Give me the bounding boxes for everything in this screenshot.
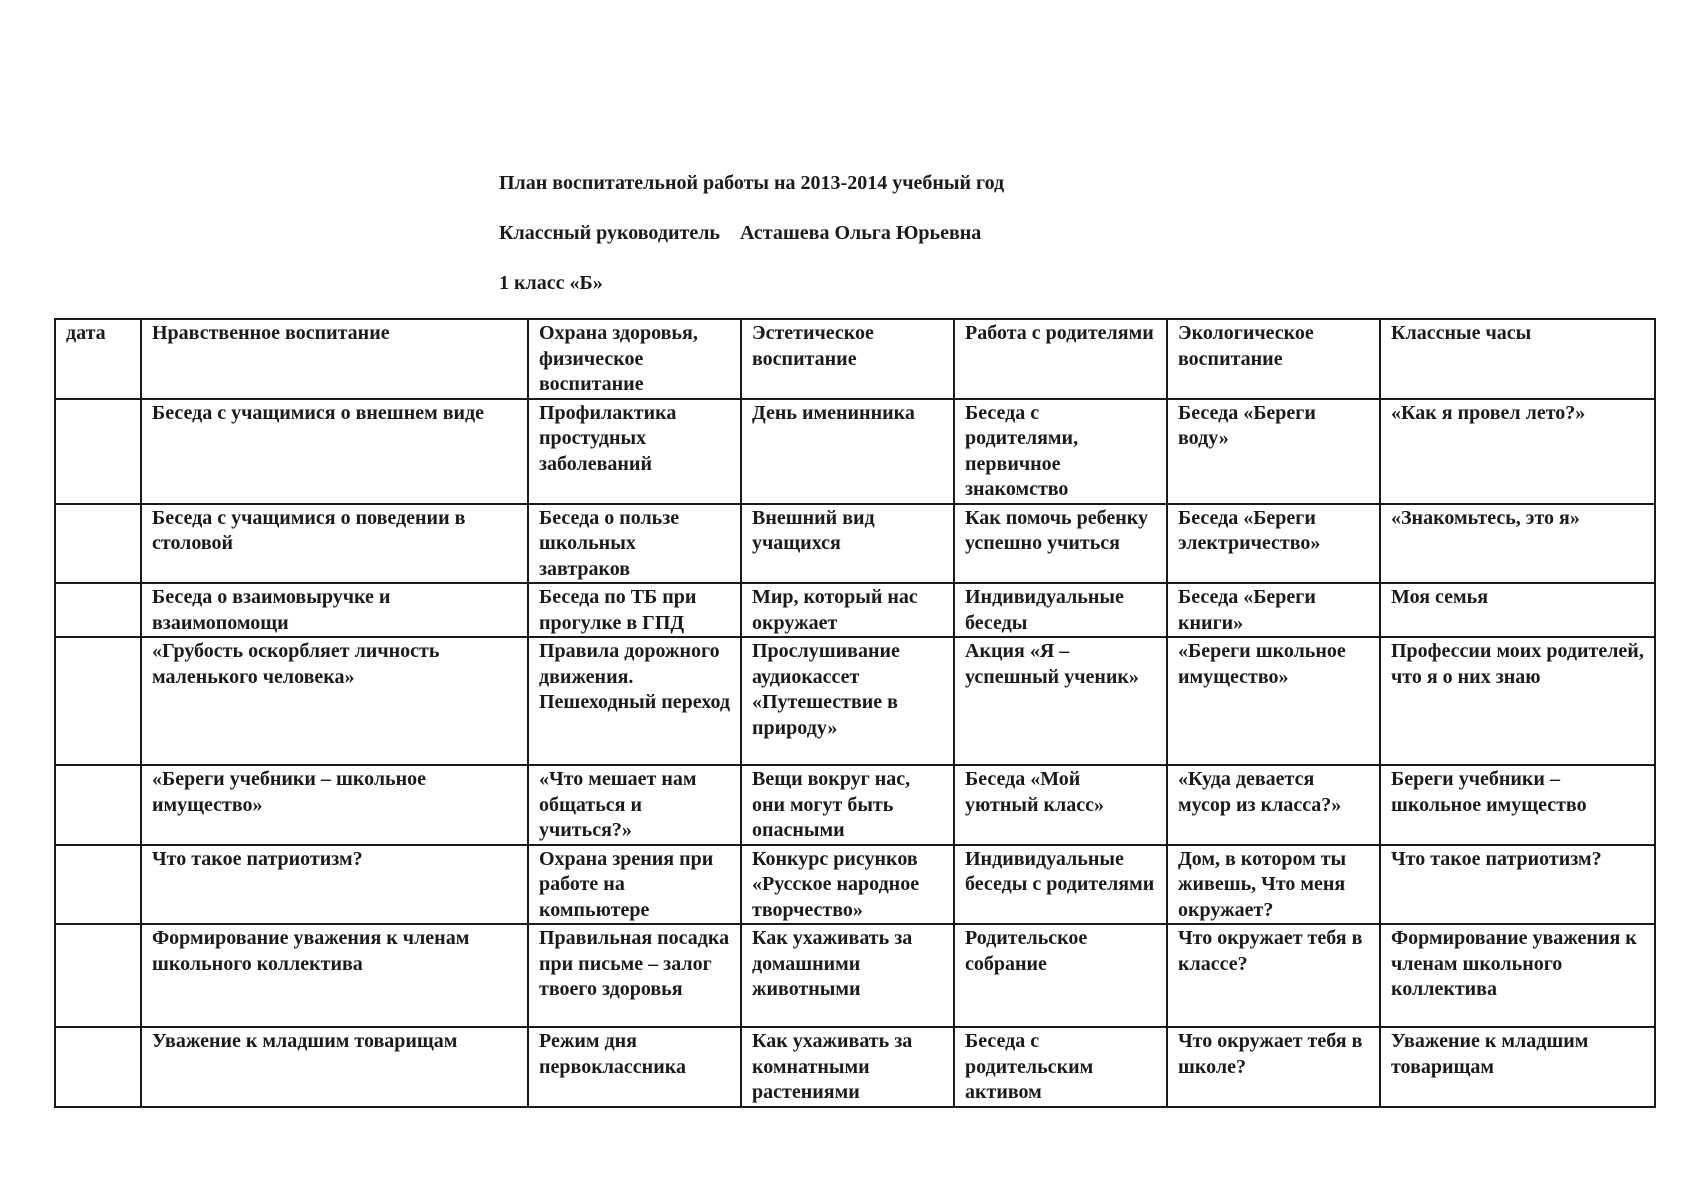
cell-ecology: «Береги школьное имущество» [1167, 637, 1380, 765]
cell-health: Правила дорожного движения. Пешеходный переход [528, 637, 741, 765]
cell-moral: Беседа с учащимися о внешнем виде [141, 399, 528, 504]
cell-date [55, 637, 141, 765]
cell-parents: Индивидуальные беседы [954, 583, 1167, 637]
cell-health: Беседа о пользе школьных завтраков [528, 504, 741, 584]
cell-date [55, 845, 141, 925]
cell-ecology: Беседа «Береги электричество» [1167, 504, 1380, 584]
cell-ecology: Что окружает тебя в школе? [1167, 1027, 1380, 1107]
cell-class-hours: Моя семья [1380, 583, 1655, 637]
cell-ecology: «Куда девается мусор из класса?» [1167, 765, 1380, 845]
cell-class-hours: Что такое патриотизм? [1380, 845, 1655, 925]
cell-class-hours: Формирование уважения к членам школьного коллектива [1380, 924, 1655, 1027]
cell-moral: Уважение к младшим товарищам [141, 1027, 528, 1107]
cell-date [55, 504, 141, 584]
cell-health: «Что мешает нам общаться и учиться?» [528, 765, 741, 845]
cell-date [55, 924, 141, 1027]
table-row [55, 583, 1655, 637]
header-cell-health: Охрана здоровья, физическое воспитание [528, 319, 741, 399]
cell-class-hours: «Как я провел лето?» [1380, 399, 1655, 504]
education-plan-table [54, 318, 1656, 1108]
cell-ecology: Что окружает тебя в классе? [1167, 924, 1380, 1027]
class-name: 1 класс «Б» [499, 272, 603, 294]
header-cell-parents: Работа с родителями [954, 319, 1167, 399]
cell-moral: «Береги учебники – школьное имущество» [141, 765, 528, 845]
cell-class-hours: Береги учебники – школьное имущество [1380, 765, 1655, 845]
cell-ecology: Беседа «Береги книги» [1167, 583, 1380, 637]
table-body [55, 319, 1655, 1107]
cell-health: Профилактика простудных заболеваний [528, 399, 741, 504]
header-cell-class-hours: Классные часы [1380, 319, 1655, 399]
cell-class-hours: Уважение к младшим товарищам [1380, 1027, 1655, 1107]
cell-aesthetic: Как ухаживать за домашними животными [741, 924, 954, 1027]
table-row [55, 845, 1655, 925]
cell-aesthetic: Как ухаживать за комнатными растениями [741, 1027, 954, 1107]
cell-aesthetic: Мир, который нас окружает [741, 583, 954, 637]
cell-class-hours: «Знакомьтесь, это я» [1380, 504, 1655, 584]
cell-parents: Беседа «Мой уютный класс» [954, 765, 1167, 845]
header-cell-aesthetic: Эстетическое воспитание [741, 319, 954, 399]
cell-aesthetic: Прослушивание аудиокассет «Путешествие в природу» [741, 637, 954, 765]
cell-date [55, 1027, 141, 1107]
table-row [55, 765, 1655, 845]
cell-health: Беседа по ТБ при прогулке в ГПД [528, 583, 741, 637]
cell-health: Охрана зрения при работе на компьютере [528, 845, 741, 925]
cell-aesthetic: Внешний вид учащихся [741, 504, 954, 584]
table-row [55, 1027, 1655, 1107]
header-cell-moral: Нравственное воспитание [141, 319, 528, 399]
cell-date [55, 765, 141, 845]
cell-moral: Что такое патриотизм? [141, 845, 528, 925]
table-header-row [55, 319, 1655, 399]
cell-parents: Индивидуальные беседы с родителями [954, 845, 1167, 925]
cell-health: Правильная посадка при письме – залог твоего здоровья [528, 924, 741, 1027]
cell-date [55, 583, 141, 637]
cell-moral: Формирование уважения к членам школьного коллектива [141, 924, 528, 1027]
table-row [55, 637, 1655, 765]
cell-parents: Акция «Я – успешный ученик» [954, 637, 1167, 765]
cell-aesthetic: Конкурс рисунков «Русское народное творчество» [741, 845, 954, 925]
table-row [55, 504, 1655, 584]
cell-health: Режим дня первоклассника [528, 1027, 741, 1107]
cell-aesthetic: Вещи вокруг нас, они могут быть опасными [741, 765, 954, 845]
cell-class-hours: Профессии моих родителей, что я о них знаю [1380, 637, 1655, 765]
cell-parents: Беседа с родителями, первичное знакомство [954, 399, 1167, 504]
cell-moral: «Грубость оскорбляет личность маленького человека» [141, 637, 528, 765]
header-cell-date: дата [55, 319, 141, 399]
cell-moral: Беседа с учащимися о поведении в столовой [141, 504, 528, 584]
cell-parents: Родительское собрание [954, 924, 1167, 1027]
header-cell-ecology: Экологическое воспитание [1167, 319, 1380, 399]
cell-parents: Как помочь ребенку успешно учиться [954, 504, 1167, 584]
table-row [55, 399, 1655, 504]
cell-parents: Беседа с родительским активом [954, 1027, 1167, 1107]
table-row [55, 924, 1655, 1027]
cell-moral: Беседа о взаимовыручке и взаимопомощи [141, 583, 528, 637]
page-title: План воспитательной работы на 2013-2014 учебный год [499, 172, 1005, 194]
cell-ecology: Беседа «Береги воду» [1167, 399, 1380, 504]
cell-ecology: Дом, в котором ты живешь, Что меня окружает? [1167, 845, 1380, 925]
class-teacher-line: Классный руководитель Асташева Ольга Юрьевна [499, 222, 982, 244]
cell-aesthetic: День именинника [741, 399, 954, 504]
cell-date [55, 399, 141, 504]
